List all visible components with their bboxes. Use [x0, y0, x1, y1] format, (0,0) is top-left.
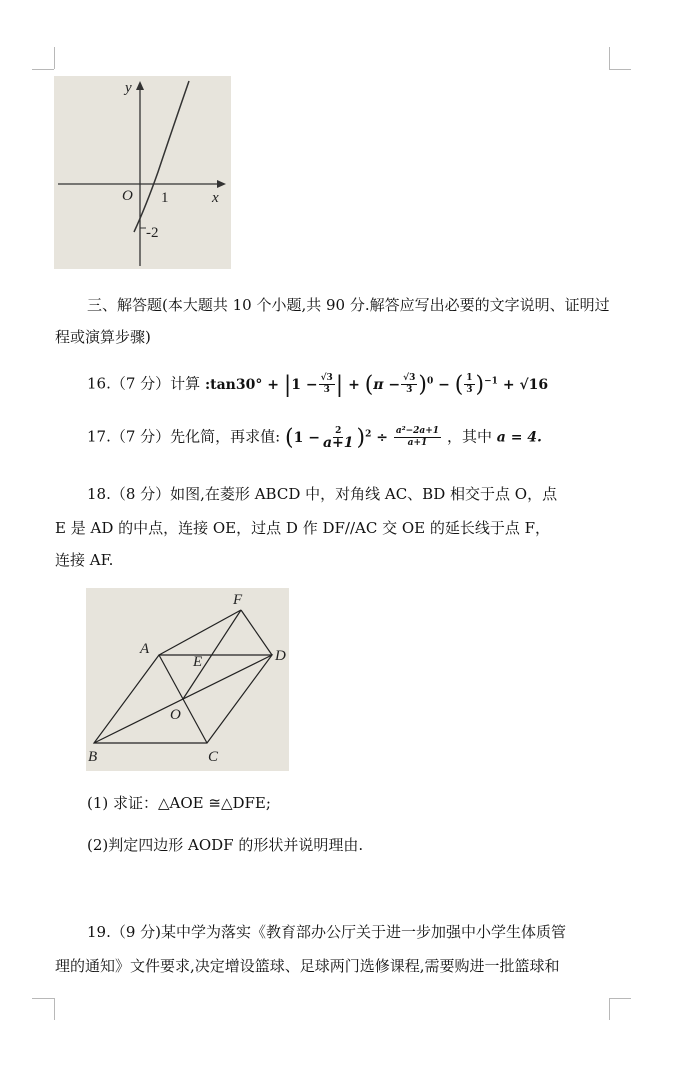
origin-label: O — [122, 188, 133, 204]
q17-text: 先化简，再求值: — [170, 427, 281, 446]
q16-fraction-3: $\frac{1}{3}$ — [466, 373, 473, 395]
q17-condition: a = 4. — [496, 429, 542, 446]
tick-label-one: 1 — [161, 190, 169, 206]
point-b-label: B — [88, 749, 98, 765]
q16-expression: :tan30° + |1 − $\frac{√3}{3}$ | + (π − $\frac{√3}{3}$ )$^0$ − ( $\frac{1}{3}$ )$^{-1}$ + √16 — [204, 372, 549, 397]
q16-minus: − — [438, 376, 450, 393]
q16-sqrt16: √16 — [519, 376, 549, 393]
q17-expression: (1 − $\frac{2}{a+1}$ )$^2$ ÷ $\frac{\text{a²−2a+1}}{a+1}$ — [285, 425, 440, 451]
y-axis-label: y — [125, 80, 132, 96]
point-e-label: E — [193, 654, 203, 670]
q18-line-1: 18.（8 分）如图,在菱形 ABCD 中，对角线 AC、BD 相交于点 O，点 — [87, 485, 558, 503]
point-f-label: F — [233, 592, 243, 608]
q17-fraction-2: $\frac{\text{a²−2a+1}}{a+1}$ — [395, 426, 440, 448]
point-o-label: O — [170, 707, 181, 723]
rhombus-figure — [86, 588, 289, 771]
q19-line-2: 理的通知》文件要求,决定增设篮球、足球两门选修课程,需要购进一批篮球和 — [55, 957, 560, 975]
q18-part-1: (1) 求证：△AOE ≅△DFE; — [87, 794, 271, 812]
q16-plus-2: + — [502, 376, 515, 393]
q16-abs-term: 1 − — [291, 376, 318, 393]
q16-plus-1: + — [348, 376, 360, 393]
q16-exp-neg1: −1 — [484, 375, 498, 386]
question-17 — [87, 425, 542, 450]
point-d-label: D — [275, 648, 286, 664]
q17-exp-2: 2 — [365, 428, 372, 439]
q18-line-2: E 是 AD 的中点，连接 OE，过点 D 作 DF//AC 交 OE 的延长线于点 F， — [55, 519, 551, 537]
point-a-label: A — [140, 641, 150, 657]
tick-label-neg2: -2 — [146, 225, 159, 241]
q17-points: （7 分） — [110, 427, 171, 446]
q16-fraction-1: $\frac{√3}{3}$ — [320, 373, 333, 395]
q16-number: 16. — [87, 374, 111, 393]
q17-number: 17. — [87, 427, 111, 446]
x-axis-label: x — [212, 190, 219, 206]
q18-part-2: (2)判定四边形 AODF 的形状并说明理由. — [87, 836, 364, 854]
q16-points: （7 分） — [110, 374, 171, 393]
q17-one-minus: 1 − — [293, 429, 320, 446]
q17-fraction-1: $\frac{2}{a+1}$ — [322, 426, 354, 451]
graph-figure — [54, 76, 231, 269]
q16-lead: :tan30° + — [204, 376, 279, 393]
q19-line-1: 19.（9 分)某中学为落实《教育部办公厅关于进一步加强中小学生体质管 — [87, 923, 567, 941]
q16-exp-0: 0 — [426, 375, 434, 386]
q16-pi-term: π − — [373, 376, 401, 393]
q16-fraction-2: $\frac{√3}{3}$ — [403, 373, 416, 395]
q17-div: ÷ — [376, 429, 388, 446]
section-heading: 三、解答题(本大题共 10 个小题,共 90 分.解答应写出必要的文字说明、证明过程或演算步骤) — [55, 296, 610, 346]
q16-text: 计算 — [170, 374, 201, 393]
q18-line-3: 连接 AF. — [55, 551, 114, 569]
question-16 — [87, 372, 548, 397]
point-c-label: C — [208, 749, 219, 765]
q17-tail: ，其中 — [446, 427, 492, 446]
